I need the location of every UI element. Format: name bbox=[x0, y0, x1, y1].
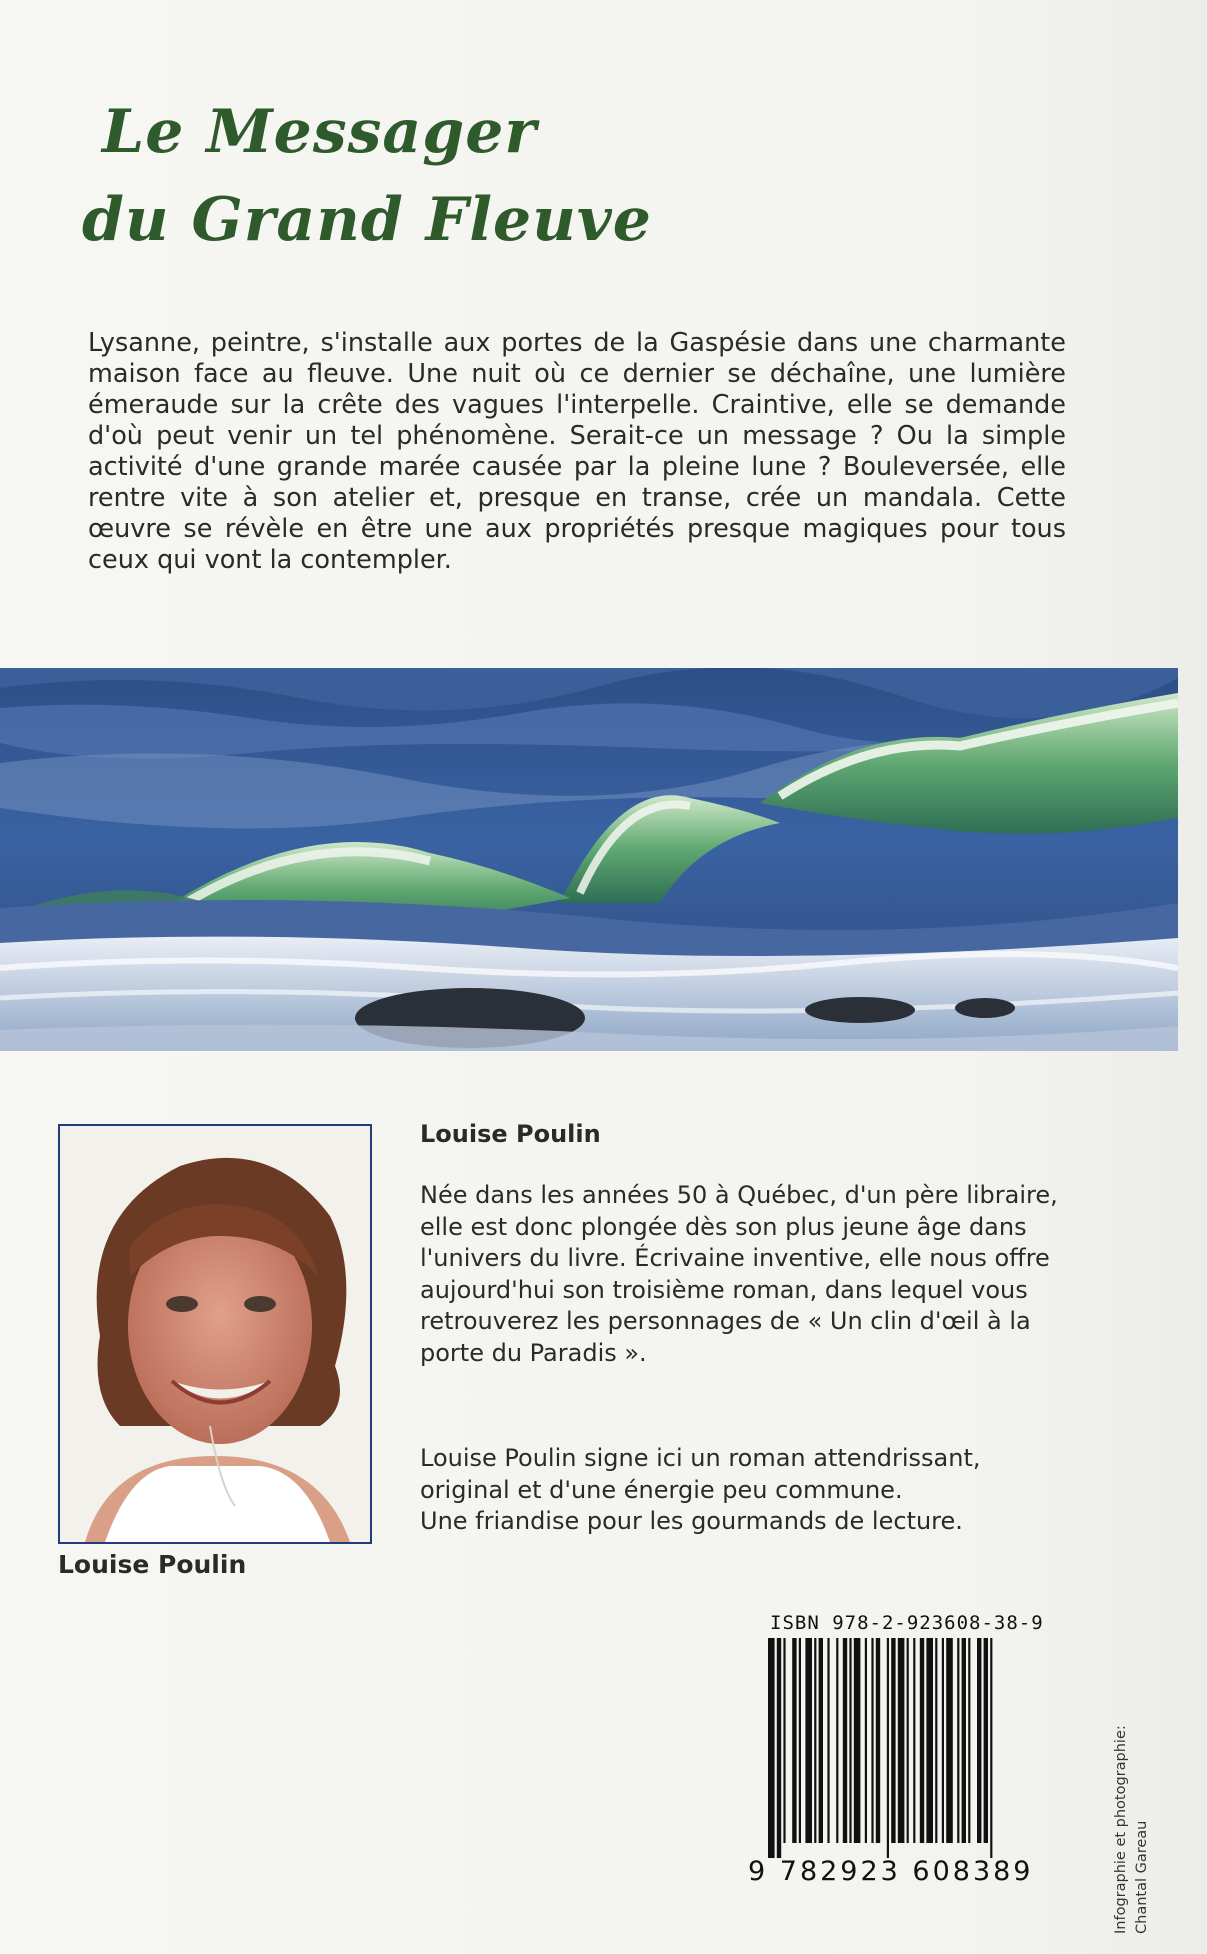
barcode-bar bbox=[977, 1638, 981, 1843]
barcode-bar bbox=[984, 1638, 988, 1843]
barcode-bar bbox=[968, 1638, 970, 1843]
barcode-bar bbox=[907, 1638, 909, 1843]
isbn-label: ISBN 978-2-923608-38-9 bbox=[770, 1612, 1044, 1634]
barcode-bar bbox=[819, 1638, 823, 1843]
closing-line-2: original et d'une énergie peu commune. bbox=[420, 1475, 903, 1504]
barcode-bar bbox=[777, 1638, 781, 1858]
barcode-bar bbox=[957, 1638, 959, 1843]
barcode-bar bbox=[913, 1638, 915, 1843]
book-title-line-2: du Grand Fleuve bbox=[82, 185, 652, 255]
photo-caption: Louise Poulin bbox=[58, 1550, 247, 1579]
barcode-bar bbox=[920, 1638, 924, 1843]
barcode-bar bbox=[876, 1638, 880, 1843]
book-title bbox=[82, 88, 652, 264]
barcode-bar bbox=[962, 1638, 966, 1843]
closing-paragraph bbox=[420, 1443, 1070, 1538]
barcode-bar bbox=[843, 1638, 847, 1843]
barcode-bar bbox=[942, 1638, 944, 1843]
barcode-bar bbox=[990, 1638, 992, 1858]
credit-line-2: Chantal Gareau bbox=[1134, 1820, 1150, 1934]
barcode-bar bbox=[871, 1638, 873, 1843]
author-portrait bbox=[58, 1124, 372, 1544]
barcode bbox=[768, 1638, 1058, 1858]
barcode-bar bbox=[854, 1638, 861, 1843]
closing-line-1: Louise Poulin signe ici un roman attendrissant, bbox=[420, 1444, 981, 1472]
barcode-bar bbox=[898, 1638, 905, 1843]
credits bbox=[1111, 1624, 1155, 1934]
barcode-bar bbox=[814, 1638, 816, 1843]
barcode-bar bbox=[865, 1638, 867, 1843]
ocean-waves-photo bbox=[0, 668, 1178, 1051]
barcode-bar bbox=[783, 1638, 785, 1843]
synopsis-text: Lysanne, peintre, s'installe aux portes de la Gaspésie dans une charmante maison face au fleuve. Une nuit où ce dernier se déchaîne, une lumière émeraude sur la crête des vagues l'interpelle. Craintive, elle se demande d'où peut venir un tel phénomène. Serait-ce un message ? Ou la simple activité d'une grande marée causée par la pleine lune ? Bouleversée, elle rentre vite à son atelier et, presque en transe, crée un mandala. Cette œuvre se révèle en être une aux propriétés presque magiques pour tous ceux qui vont la contempler. bbox=[88, 328, 1066, 575]
book-title-line-1: Le Messager bbox=[102, 97, 538, 167]
barcode-bar bbox=[935, 1638, 937, 1843]
barcode-bar bbox=[792, 1638, 796, 1843]
barcode-bar bbox=[805, 1638, 812, 1843]
barcode-digits: 9 782923 608389 bbox=[748, 1856, 1034, 1887]
barcode-bar bbox=[827, 1638, 829, 1843]
barcode-bar bbox=[891, 1638, 895, 1843]
closing-line-3: Une friandise pour les gourmands de lecture. bbox=[420, 1507, 963, 1535]
barcode-bar bbox=[926, 1638, 933, 1843]
credit-line-1: Infographie et photographie: bbox=[1113, 1725, 1129, 1934]
barcode-bar bbox=[768, 1638, 775, 1858]
barcode-bar bbox=[799, 1638, 801, 1843]
author-bio: Née dans les années 50 à Québec, d'un père libraire, elle est donc plongée dès son plus jeune âge dans l'univers du livre. Écrivaine inventive, elle nous offre aujourd'hui son troisième roman, dans lequel vous retrouverez les personnages de « Un clin d'œil à la porte du Paradis ». bbox=[420, 1181, 1058, 1367]
barcode-bar bbox=[887, 1638, 889, 1858]
author-name: Louise Poulin bbox=[420, 1120, 601, 1148]
barcode-bar bbox=[946, 1638, 953, 1843]
barcode-bar bbox=[849, 1638, 851, 1843]
barcode-bar bbox=[836, 1638, 838, 1843]
